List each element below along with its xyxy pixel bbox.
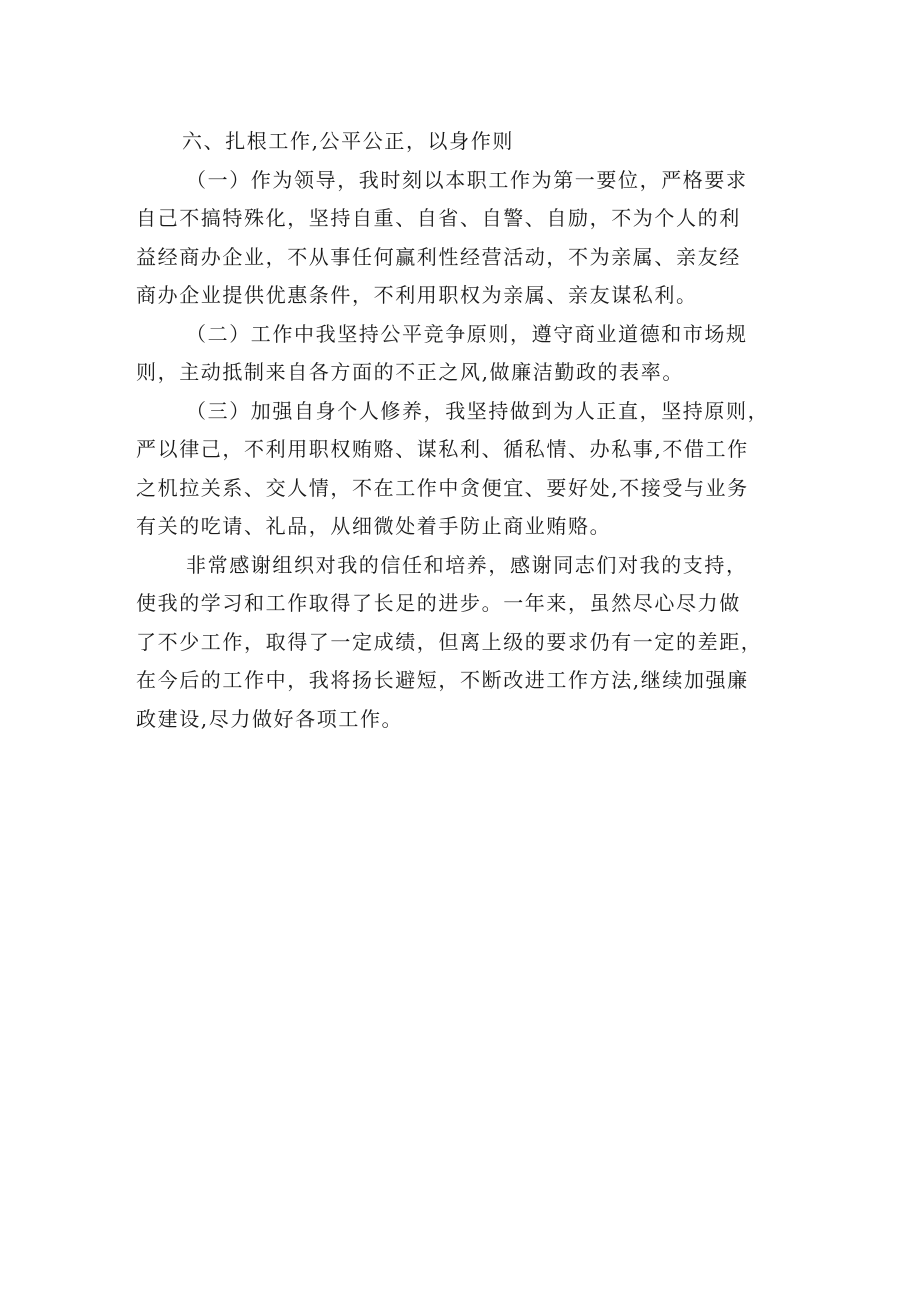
paragraph-line: （一）作为领导，我时刻以本职工作为第一要位，严格要求: [186, 167, 748, 192]
paragraph-line: 在今后的工作中，我将扬长避短，不断改进工作方法,继续加强廉: [136, 668, 749, 692]
paragraph-line: 商办企业提供优惠条件，不利用职权为亲属、亲友谋私利。: [136, 283, 698, 307]
section-heading: 六、扎根工作,公平公正，以身作则: [182, 129, 514, 153]
paragraph-line: 有关的吃请、礼品，从细微处着手防止商业贿赂。: [136, 514, 612, 538]
paragraph-line: （三）加强自身个人修养，我坚持做到为人正直，坚持原则，: [186, 398, 770, 423]
paragraph-line: 政建设,尽力做好各项工作。: [136, 706, 404, 731]
paragraph-line: 了不少工作，取得了一定成绩，但离上级的要求仍有一定的差距，: [136, 629, 763, 654]
paragraph-4: [136, 546, 796, 739]
paragraph-line: 则，主动抵制来自各方面的不正之风,做廉洁勤政的表率。: [136, 360, 684, 384]
paragraph-1: [136, 161, 796, 315]
paragraph-line: 之机拉关系、交人情，不在工作中贪便宜、要好处,不接受与业务: [136, 475, 749, 500]
paragraph-line: 非常感谢组织对我的信任和培养，感谢同志们对我的支持，: [186, 552, 748, 577]
paragraph-line: 使我的学习和工作取得了长足的进步。一年来，虽然尽心尽力做: [136, 591, 741, 615]
paragraph-line: （二）工作中我坚持公平竞争原则，遵守商业道德和市场规: [186, 321, 748, 346]
paragraph-line: 益经商办企业，不从事任何赢利性经营活动，不为亲属、亲友经: [136, 244, 741, 269]
paragraph-line: 自己不搞特殊化，坚持自重、自省、自警、自励，不为个人的利: [136, 206, 741, 230]
paragraph-3: [136, 392, 796, 546]
paragraph-line: 严以律己，不利用职权贿赂、谋私利、循私情、办私事,不借工作: [136, 437, 749, 461]
document-body: [136, 122, 796, 738]
paragraph-2: [136, 315, 796, 392]
